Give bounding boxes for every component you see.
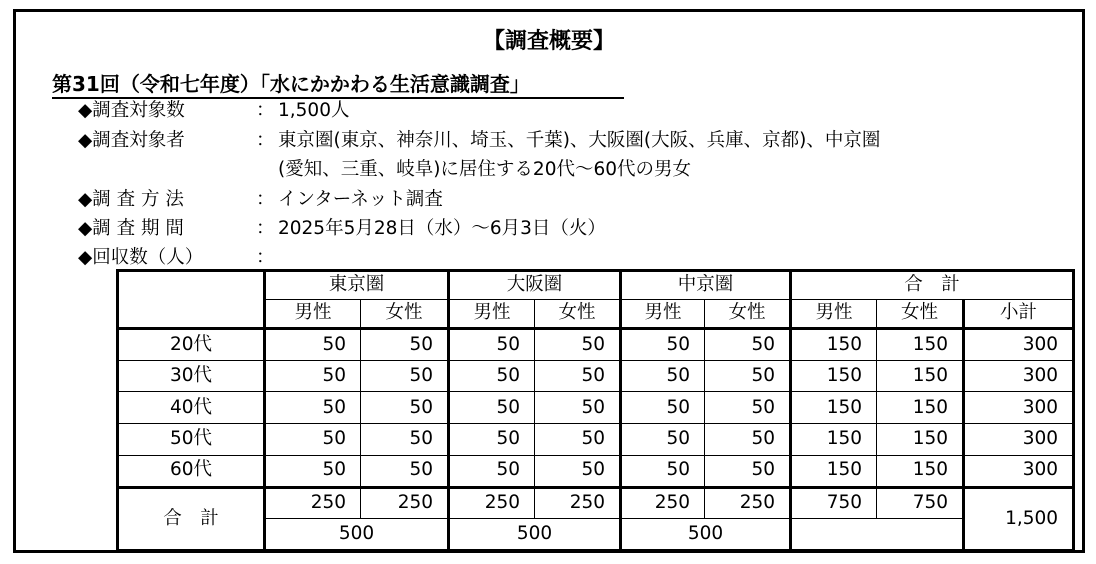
total-empty-cell [791,519,964,551]
count-cell: 50 [361,424,449,456]
overview-value-cont: (愛知、三重、岐阜)に居住する20代～60代の男女 [278,159,692,180]
total-sex-cell: 750 [791,487,877,519]
count-cell: 50 [265,455,361,487]
count-cell: 150 [877,392,964,424]
grand-total-cell: 1,500 [964,487,1074,550]
overview-colon: ： [256,130,275,151]
overview-heading: 【調査概要】 [482,29,615,54]
total-region-cell: 500 [621,519,791,551]
count-cell: 150 [791,329,877,361]
count-cell: 50 [265,424,361,456]
age-label: 30代 [118,360,265,392]
total-sex-cell: 750 [877,487,964,519]
header-row-regions [118,271,1074,300]
total-row-by-sex [118,487,1074,519]
corner-cell [118,271,265,329]
count-cell: 50 [265,329,361,361]
count-cell: 50 [621,455,705,487]
count-cell: 50 [705,360,791,392]
sex-header: 女性 [877,299,964,329]
count-cell: 50 [535,360,621,392]
table-row [118,360,1074,392]
count-cell: 50 [449,392,535,424]
total-sex-cell: 250 [705,487,791,519]
overview-colon: ： [256,189,275,210]
region-header: 中京圏 [621,271,791,300]
sex-header: 女性 [535,299,621,329]
overview-label: ◆回収数（人） [78,247,204,268]
overview-label: ◆調査対象数 [78,100,185,121]
count-cell: 50 [535,392,621,424]
count-cell: 50 [361,329,449,361]
survey-title: 第31回（令和七年度）「水にかかわる生活意識調査」 [52,72,530,96]
table-row [118,424,1074,456]
count-cell: 50 [535,455,621,487]
total-sex-cell: 250 [449,487,535,519]
sex-header: 男性 [791,299,877,329]
sex-header: 男性 [449,299,535,329]
count-cell: 50 [705,392,791,424]
overview-value: 東京圏(東京、神奈川、埼玉、千葉)、大阪圏(大阪、兵庫、京都)、中京圏 [278,130,881,151]
count-cell: 50 [449,424,535,456]
age-label: 40代 [118,392,265,424]
overview-colon: ： [256,100,275,121]
age-label: 50代 [118,424,265,456]
total-sex-cell: 250 [265,487,361,519]
region-header: 大阪圏 [449,271,621,300]
survey-overview-box [13,9,1085,553]
count-cell: 300 [964,455,1074,487]
count-cell: 50 [361,392,449,424]
count-cell: 150 [791,455,877,487]
overview-label: ◆調査対象者 [78,130,185,151]
overview-label: ◆調 査 方 法 [78,189,184,210]
count-cell: 50 [449,360,535,392]
count-cell: 300 [964,329,1074,361]
count-cell: 50 [705,455,791,487]
sex-header: 男性 [265,299,361,329]
table-row [118,392,1074,424]
count-cell: 50 [705,424,791,456]
subtotal-header: 小計 [964,299,1074,329]
overview-value: 1,500人 [278,100,350,121]
count-cell: 50 [621,329,705,361]
count-cell: 50 [265,392,361,424]
count-cell: 50 [621,424,705,456]
sex-header: 男性 [621,299,705,329]
count-cell: 50 [705,329,791,361]
count-cell: 150 [877,329,964,361]
total-region-cell: 500 [265,519,449,551]
sex-header: 女性 [705,299,791,329]
count-cell: 50 [449,329,535,361]
total-sex-cell: 250 [535,487,621,519]
count-cell: 50 [621,360,705,392]
count-cell: 150 [877,424,964,456]
count-cell: 300 [964,360,1074,392]
count-cell: 150 [877,455,964,487]
total-sex-cell: 250 [361,487,449,519]
count-cell: 150 [791,424,877,456]
count-cell: 150 [877,360,964,392]
overview-colon: ： [256,218,275,239]
region-header: 合 計 [791,271,1074,300]
total-label: 合 計 [118,487,265,550]
count-cell: 50 [265,360,361,392]
count-cell: 300 [964,424,1074,456]
total-sex-cell: 250 [621,487,705,519]
overview-value: 2025年5月28日（水）～6月3日（火） [278,218,606,239]
overview-label: ◆調 査 期 間 [78,218,184,239]
count-cell: 150 [791,392,877,424]
count-cell: 50 [449,455,535,487]
age-label: 60代 [118,455,265,487]
overview-colon: ： [256,247,275,268]
count-cell: 50 [361,455,449,487]
count-cell: 50 [535,329,621,361]
total-region-cell: 500 [449,519,621,551]
age-label: 20代 [118,329,265,361]
response-count-table [116,269,1075,552]
count-cell: 150 [791,360,877,392]
overview-value: インターネット調査 [278,189,443,210]
count-cell: 300 [964,392,1074,424]
sex-header: 女性 [361,299,449,329]
region-header: 東京圏 [265,271,449,300]
count-cell: 50 [361,360,449,392]
count-cell: 50 [535,424,621,456]
table-row [118,329,1074,361]
count-cell: 50 [621,392,705,424]
table-row [118,455,1074,487]
